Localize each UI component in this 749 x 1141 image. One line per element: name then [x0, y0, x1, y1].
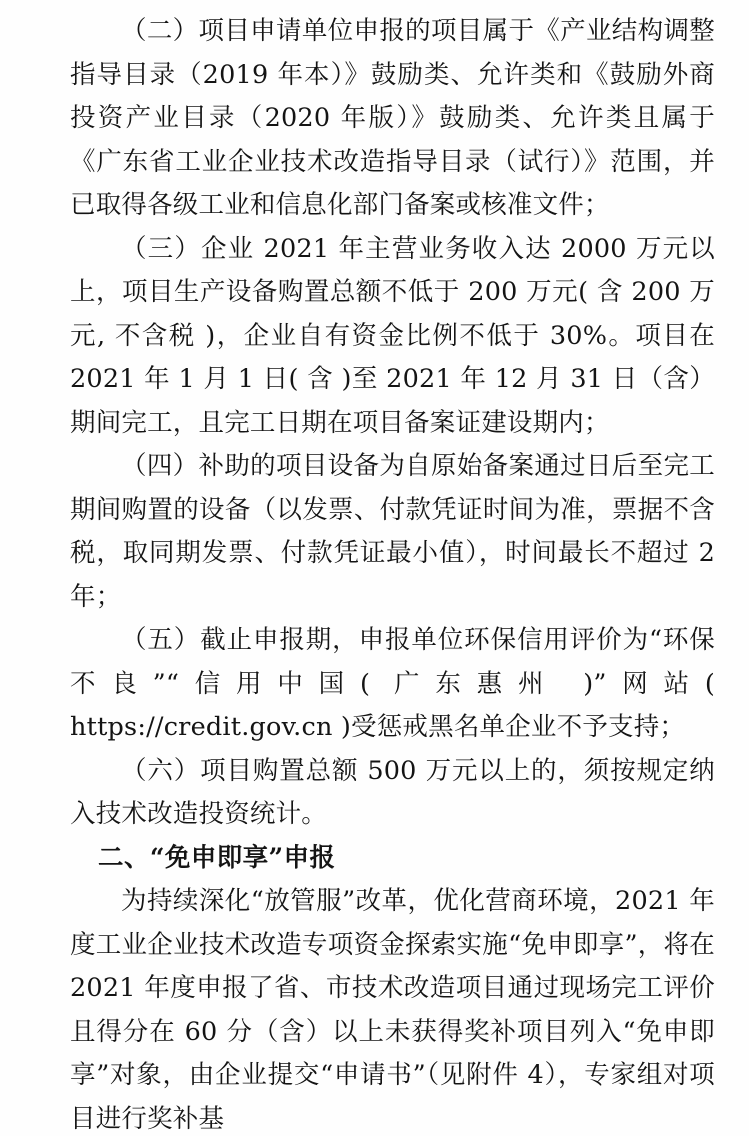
- document-body: [70, 10, 715, 1141]
- section-two-body-paragraph: 为持续深化“放管服”改革，优化营商环境，2021 年度工业企业技术改造专项资金探索实施“免申即享”，将在 2021 年度申报了省、市技术改造项目通过现场完工评价且得分在 60 分（含）以上未获得奖补项目列入“免申即享”对象，由企业提交“申请书”（见附件 4），专家组对项目进行奖补基: [70, 886, 715, 1134]
- section-heading-two: 二、“免申即享”申报: [98, 842, 336, 873]
- clause-5-paragraph: （五）截止申报期，申报单位环保信用评价为“环保不良”“信用中国( 广东惠州 )”网站( https://credit.gov.cn )受惩戒黑名单企业不予支持；: [70, 625, 715, 742]
- clause-4-paragraph: （四）补助的项目设备为自原始备案通过日后至完工期间购置的设备（以发票、付款凭证时间为准，票据不含税，取同期发票、付款凭证最小值），时间最长不超过 2 年；: [70, 451, 715, 612]
- clause-3-paragraph: （三）企业 2021 年主营业务收入达 2000 万元以上，项目生产设备购置总额不低于 200 万元( 含 200 万元, 不含税 )，企业自有资金比例不低于 30%。项目在 2021 年 1 月 1 日( 含 )至 2021 年 12 月 31 日（含）期间完工，且完工日期在项目备案证建设期内；: [70, 233, 715, 438]
- clause-6-paragraph: （六）项目购置总额 500 万元以上的，须按规定纳入技术改造投资统计。: [70, 755, 715, 829]
- clause-2-paragraph: （二）项目申请单位申报的项目属于《产业结构调整指导目录（2019 年本）》鼓励类、允许类和《鼓励外商投资产业目录（2020 年版）》鼓励类、允许类且属于《广东省工业企业技术改造指导目录（试行）》范围，并已取得各级工业和信息化部门备案或核准文件；: [70, 16, 715, 220]
